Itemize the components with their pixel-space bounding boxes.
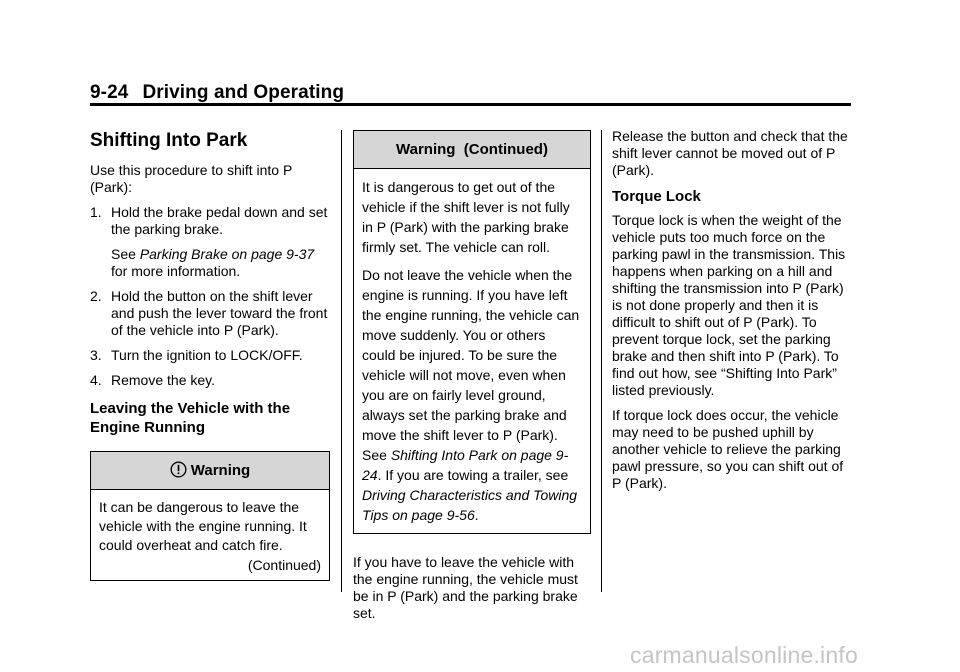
cross-reference-link[interactable]: Parking Brake on page 9-37	[139, 246, 315, 262]
cross-reference-link[interactable]: Shifting Into Park on page 9-24	[362, 447, 569, 483]
warning-box	[90, 451, 330, 581]
warning-text: It is dangerous to get out of the vehicle if the shift lever is not fully in P (Park) with the parking brake firmly set. The vehicle can roll.	[362, 179, 570, 255]
step-item: 4. Remove the key.	[90, 372, 216, 388]
step-item: 2. Hold the button on the shift lever and push the lever toward the front of the vehicle into P (Park).	[90, 288, 328, 338]
see-reference: See Parking Brake on page 9-37 for more information.	[111, 246, 315, 279]
warning-title: Warning	[190, 462, 251, 479]
warning-text: Do not leave the vehicle when the engine is running. If you have left the engine running, the vehicle can move suddenly. You or others could be injured. To be sure the vehicle will not move, even when you are on fairly level ground, always set the parking brake and move the shift lever to P (Park). See Shifting Into Park on page 9-24. If you are towing a trailer, see Driving Characteristics and Towing Tips on page 9-56.	[362, 267, 580, 523]
warning-box-continued	[353, 130, 591, 534]
section-title: Driving and Operating	[142, 82, 345, 103]
body-text: If you have to leave the vehicle with the engine running, the vehicle must be in P (Park) and the parking brake set.	[353, 554, 578, 621]
step-item: 3. Turn the ignition to LOCK/OFF.	[90, 347, 303, 363]
cross-reference-link[interactable]: Driving Characteristics and Towing Tips on page 9-56	[362, 487, 578, 523]
warning-icon	[170, 461, 187, 478]
column-2	[353, 130, 591, 630]
header-rule	[90, 103, 851, 106]
subheading: Leaving the Vehicle with the Engine Running	[90, 400, 291, 436]
page-number: 9-24	[90, 82, 129, 103]
column-3	[612, 128, 852, 500]
column-1	[90, 128, 330, 581]
page-header	[90, 82, 850, 104]
continued-label: (Continued)	[247, 557, 321, 573]
column-divider	[341, 130, 342, 592]
warning-header: Warning (Continued)	[354, 131, 590, 169]
column-divider	[601, 130, 602, 592]
warning-header	[91, 452, 329, 490]
body-text: If torque lock does occur, the vehicle may need to be pushed uphill by another vehicle to relieve the parking pawl pressure, so you can shift out of P (Park).	[612, 407, 844, 491]
warning-text: It can be dangerous to leave the vehicle with the engine running. It could overheat and catch fire.	[99, 499, 307, 553]
section-heading: Shifting Into Park	[90, 130, 248, 151]
body-text: Release the button and check that the shift lever cannot be moved out of P (Park).	[612, 128, 848, 178]
subheading: Torque Lock	[612, 188, 701, 205]
step-item: 1. Hold the brake pedal down and set the parking brake.	[90, 204, 328, 237]
intro-text: Use this procedure to shift into P (Park):	[90, 162, 293, 195]
watermark: carmanualsonline.info	[630, 642, 858, 668]
body-text: Torque lock is when the weight of the vehicle puts too much force on the parking pawl in the transmission. This happens when parking on a hill and shifting the transmission into P (Park) is not done properly and then it is difficult to shift out of P (Park). To prevent torque lock, set the parking brake and then shift into P (Park). To find out how, see “Shifting Into Park” listed previously.	[612, 212, 846, 398]
